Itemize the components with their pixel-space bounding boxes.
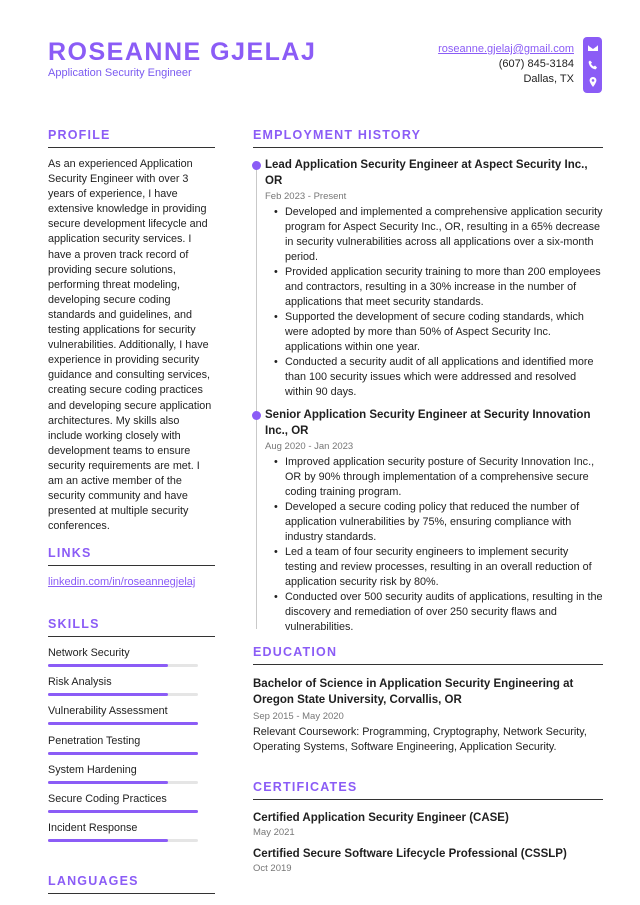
job-bullet: • Conducted over 500 security audits of applications, resulting in the discovery and remediation of over 250 security flaws and vulnerabilities. bbox=[285, 590, 603, 635]
job-entry bbox=[265, 157, 603, 400]
contact-icon-bar bbox=[583, 37, 602, 93]
job-bullet: • Improved application security posture of Security Innovation Inc., OR by 90% through implementation of a comprehensive secure coding training program. bbox=[285, 455, 603, 500]
certificate-date: Oct 2019 bbox=[253, 863, 292, 874]
skill-item bbox=[48, 697, 215, 726]
job-bullet: • Led a team of four security engineers to implement security testing and review processes, resulting in an overall reduction of application security risk by 80%. bbox=[285, 545, 603, 590]
education-section bbox=[253, 645, 603, 755]
skill-level-fill bbox=[48, 722, 198, 725]
skill-name: Penetration Testing bbox=[48, 734, 141, 747]
contact-info bbox=[438, 42, 574, 87]
employment-timeline bbox=[253, 157, 603, 635]
candidate-name: ROSEANNE GJELAJ bbox=[48, 38, 317, 66]
skill-level-bar bbox=[48, 722, 198, 725]
education-degree: Bachelor of Science in Application Security Engineering at Oregon State University, Corvallis, OR bbox=[253, 678, 574, 706]
certificate-item bbox=[253, 812, 603, 838]
skill-name: System Hardening bbox=[48, 763, 137, 776]
job-dates: Feb 2023 - Present bbox=[265, 191, 347, 202]
certificates-section bbox=[253, 780, 603, 874]
skill-level-bar bbox=[48, 693, 198, 696]
job-bullets bbox=[265, 205, 603, 400]
skill-item bbox=[48, 814, 215, 843]
links-heading: LINKS bbox=[48, 546, 215, 566]
profile-section bbox=[48, 128, 215, 534]
certificate-name: Certified Application Security Engineer (CASE) bbox=[253, 812, 509, 824]
education-coursework: Relevant Coursework: Programming, Cryptography, Network Security, Operating Systems, Software Engineering, Application Security. bbox=[253, 726, 587, 753]
phone-number: (607) 845-3184 bbox=[498, 58, 574, 70]
job-title: Senior Application Security Engineer at Security Innovation Inc., OR bbox=[265, 409, 591, 437]
job-bullet: • Provided application security training to more than 200 employees and contractors, resulting in a 30% increase in the number of applications that meet security standards. bbox=[285, 265, 603, 310]
skill-level-bar bbox=[48, 839, 198, 842]
certificate-item bbox=[253, 848, 603, 874]
location-pin-icon bbox=[588, 77, 598, 87]
job-title: Lead Application Security Engineer at Aspect Security Inc., OR bbox=[265, 159, 588, 187]
candidate-job-title: Application Security Engineer bbox=[48, 67, 192, 79]
job-bullet: • Developed a secure coding policy that reduced the number of application vulnerabilities by 75%, ensuring compliance with industry standards. bbox=[285, 500, 603, 545]
languages-heading: LANGUAGES bbox=[48, 874, 215, 894]
skill-level-fill bbox=[48, 810, 198, 813]
languages-section bbox=[48, 874, 215, 894]
employment-heading: EMPLOYMENT HISTORY bbox=[253, 128, 603, 148]
envelope-icon bbox=[588, 43, 598, 53]
skill-item bbox=[48, 727, 215, 756]
employment-section bbox=[253, 128, 603, 635]
job-bullet: • Supported the development of secure coding standards, which were adopted by more than 50% of Aspect Security Inc. applications within one year. bbox=[285, 310, 603, 355]
skill-name: Secure Coding Practices bbox=[48, 792, 167, 805]
job-bullet: • Conducted a security audit of all applications and identified more than 100 security issues which were addressed and resolved within 90 days. bbox=[285, 355, 603, 400]
profile-text: As an experienced Application Security Engineer with over 3 years of experience, I have extensive knowledge in providing secure development lifecycle and application security services. I have a proven track record of providing secure solutions, performing threat modeling, developing secure coding standards and guidelines, and testing applications for security vulnerabilities. Additionally, I have experience in providing security guidance and consulting services, creating secure coding practices and developing secure application architectures. My skills also include working closely with development teams to ensure security requirements are met. I am an active member of the security community and have presented at multiple security conferences. bbox=[48, 158, 212, 533]
skill-name: Risk Analysis bbox=[48, 676, 112, 689]
phone-icon bbox=[588, 60, 598, 70]
skill-name: Vulnerability Assessment bbox=[48, 705, 168, 718]
skill-item bbox=[48, 639, 215, 668]
certificate-date: May 2021 bbox=[253, 827, 295, 838]
location: Dallas, TX bbox=[523, 73, 574, 85]
skill-name: Network Security bbox=[48, 647, 130, 659]
timeline-dot bbox=[252, 161, 261, 170]
skill-item bbox=[48, 756, 215, 785]
skills-section bbox=[48, 617, 215, 843]
links-section bbox=[48, 546, 215, 588]
email-link[interactable]: roseanne.gjelaj@gmail.com bbox=[438, 43, 574, 55]
skill-level-fill bbox=[48, 752, 198, 755]
skill-level-fill bbox=[48, 839, 168, 842]
left-column bbox=[48, 128, 215, 888]
skill-level-bar bbox=[48, 810, 198, 813]
right-column bbox=[253, 128, 603, 874]
certificates-heading: CERTIFICATES bbox=[253, 780, 603, 800]
skill-level-fill bbox=[48, 664, 168, 667]
education-heading: EDUCATION bbox=[253, 645, 603, 665]
skill-item bbox=[48, 668, 215, 697]
skill-item bbox=[48, 785, 215, 814]
certificate-name: Certified Secure Software Lifecycle Professional (CSSLP) bbox=[253, 848, 567, 860]
skill-level-fill bbox=[48, 693, 168, 696]
profile-heading: PROFILE bbox=[48, 128, 215, 148]
job-bullet: • Developed and implemented a comprehensive application security program for Aspect Security Inc., OR, resulting in a 65% decrease in security vulnerabilities across all applications over a six-month period. bbox=[285, 205, 603, 265]
timeline-line bbox=[256, 167, 257, 629]
linkedin-link[interactable]: linkedin.com/in/roseannegjelaj bbox=[48, 576, 196, 588]
skill-level-fill bbox=[48, 781, 168, 784]
skill-level-bar bbox=[48, 781, 198, 784]
skill-level-bar bbox=[48, 752, 198, 755]
job-bullets bbox=[265, 455, 603, 635]
skill-name: Incident Response bbox=[48, 822, 138, 835]
education-dates: Sep 2015 - May 2020 bbox=[253, 711, 344, 722]
timeline-dot bbox=[252, 411, 261, 420]
job-dates: Aug 2020 - Jan 2023 bbox=[265, 441, 354, 452]
skill-level-bar bbox=[48, 664, 198, 667]
job-entry bbox=[265, 407, 603, 635]
skills-heading: SKILLS bbox=[48, 617, 215, 637]
